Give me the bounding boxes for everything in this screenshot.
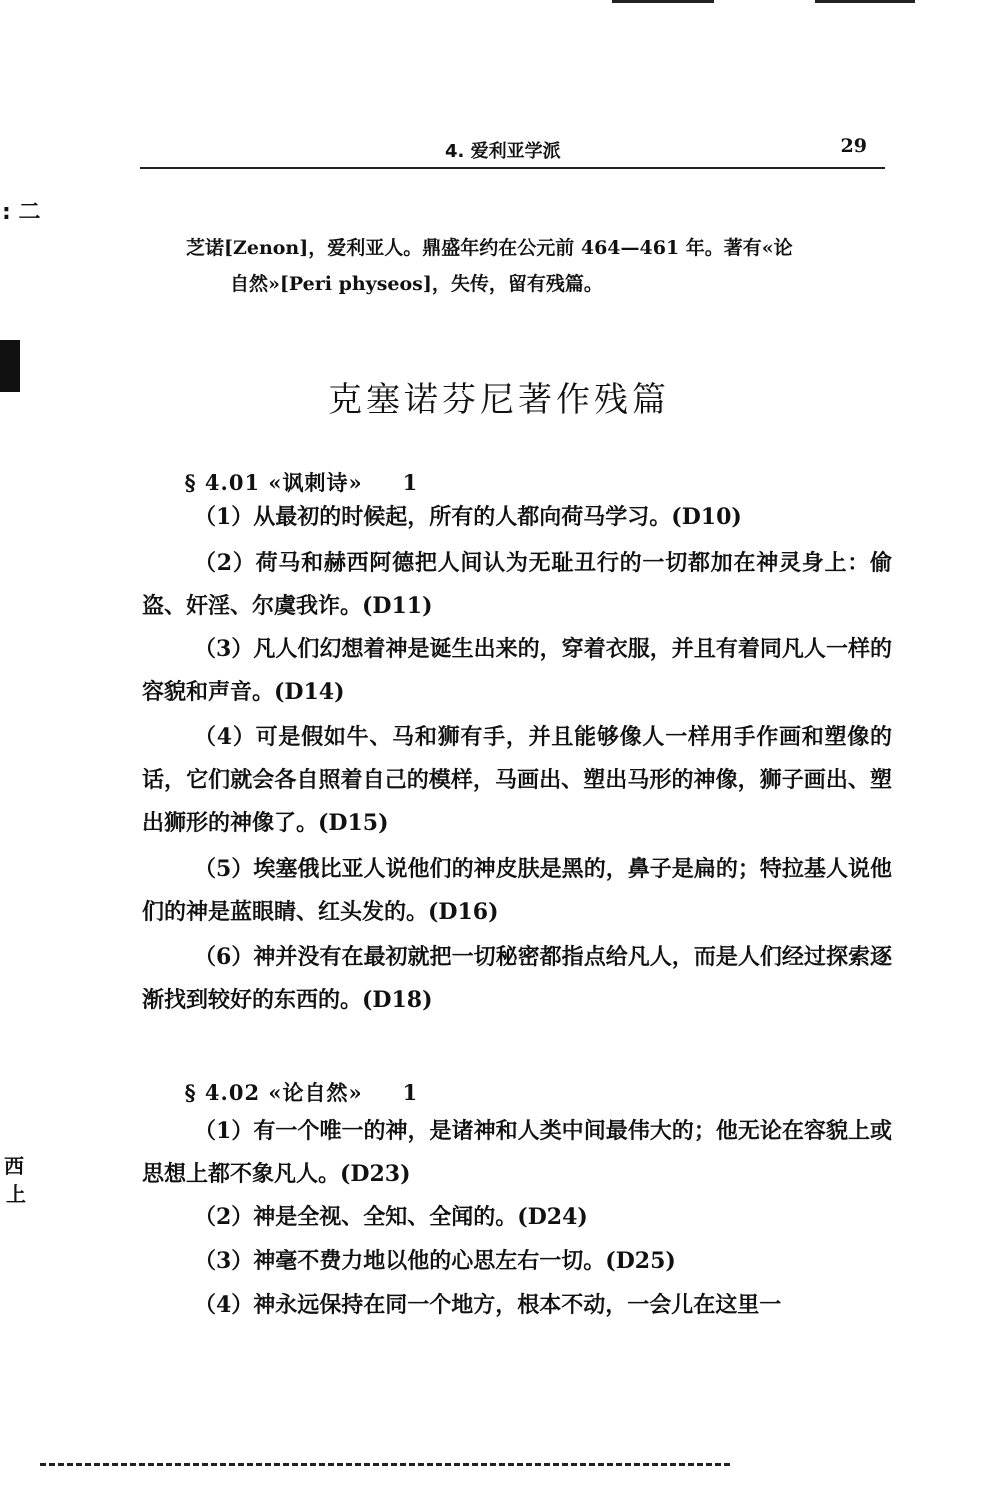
margin-mark-bottom-1: 西	[4, 1154, 24, 1178]
fragment-4-02-2: （2）神是全视、全知、全闻的。(D24)	[194, 1204, 588, 1230]
fragment-4-02-3: （3）神毫不费力地以他的心思左右一切。(D25)	[194, 1248, 676, 1274]
bottom-rule	[40, 1463, 730, 1466]
section-heading-4-02	[168, 1052, 418, 1107]
note-line-2: 自然»[Peri physeos]，失传，留有残篇。	[230, 273, 603, 295]
fragment-4-02-1: （1）有一个唯一的神，是诸神和人类中间最伟大的；他无论在容貌上或思想上都不象凡人。(D23)	[142, 1118, 892, 1187]
section-heading-label: § 4.01 «讽刺诗»	[184, 470, 363, 495]
page-number: 29	[840, 135, 867, 157]
top-rule-right	[815, 0, 915, 3]
top-rule-left	[612, 0, 714, 3]
section-heading-4-01	[168, 442, 418, 497]
section-title: 克塞诺芬尼著作残篇	[328, 380, 670, 420]
running-header	[140, 133, 885, 169]
fragment-4-02-4: （4）神永远保持在同一个地方，根本不动，一会儿在这里一	[194, 1292, 782, 1318]
fragment-4-01-2: （2）荷马和赫西阿德把人间认为无耻丑行的一切都加在神灵身上：偷盗、奸淫、尔虞我诈。(D11)	[142, 550, 892, 619]
fragment-4-01-3: （3）凡人们幻想着神是诞生出来的，穿着衣服，并且有着同凡人一样的容貌和声音。(D14)	[142, 636, 892, 705]
fragment-4-01-1: （1）从最初的时候起，所有的人都向荷马学习。(D10)	[194, 504, 742, 530]
fragment-4-01-6: （6）神并没有在最初就把一切秘密都指点给凡人，而是人们经过探索逐渐找到较好的东西的。(D18)	[142, 944, 892, 1013]
chapter-title: 4. 爱利亚学派	[445, 141, 561, 162]
intro-note	[186, 230, 866, 302]
section-heading-number: 1	[402, 470, 419, 495]
note-line-1: 芝诺[Zenon]，爱利亚人。鼎盛年约在公元前 464—461 年。著有«论	[186, 237, 793, 259]
fragment-4-01-5: （5）埃塞俄比亚人说他们的神皮肤是黑的，鼻子是扁的；特拉基人说他们的神是蓝眼睛、红头发的。(D16)	[142, 856, 892, 925]
fragment-4-01-4: （4）可是假如牛、马和狮有手，并且能够像人一样用手作画和塑像的话，它们就会各自照着自己的模样，马画出、塑出马形的神像，狮子画出、塑出狮形的神像了。(D15)	[142, 724, 892, 836]
margin-mark-bottom-2: 上	[6, 1182, 26, 1206]
section-heading-label: § 4.02 «论自然»	[184, 1080, 363, 1105]
section-heading-number: 1	[402, 1080, 419, 1105]
margin-mark-top: : 二	[2, 200, 41, 225]
